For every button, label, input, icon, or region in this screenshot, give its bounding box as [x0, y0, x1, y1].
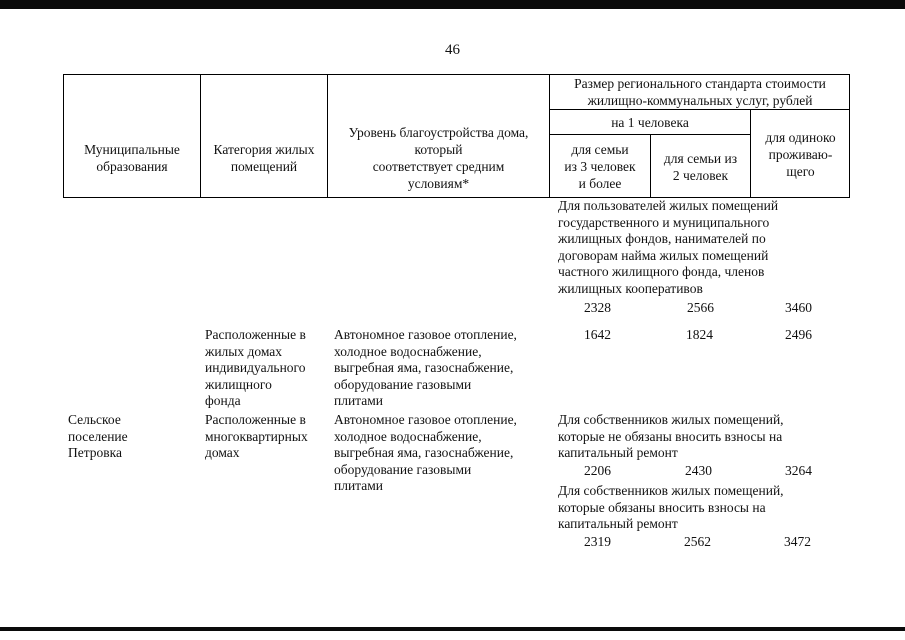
header-per-person: на 1 человека — [611, 114, 689, 130]
header-size-title: Размер регионального стандарта стоимости жилищно-коммунальных услуг, рублей — [574, 76, 826, 108]
owners-no-fee-value-family2: 2430 — [685, 463, 712, 478]
users-value-single: 3460 — [785, 300, 812, 315]
individual-level: Автономное газовое отопление, холодное водоснабжение, выгребная яма, газоснабжение, оборудование газовыми плитами — [334, 327, 517, 408]
owners-no-fee-value-family3: 2206 — [584, 463, 611, 478]
apartment-level: Автономное газовое отопление, холодное водоснабжение, выгребная яма, газоснабжение, оборудование газовыми плитами — [334, 412, 517, 493]
header-family3: для семьи из 3 человек и более — [564, 142, 636, 191]
header-level: Уровень благоустройства дома, который соответствует средним условиям* — [348, 124, 529, 191]
individual-category: Расположенные в жилых домах индивидуального жилищного фонда — [205, 327, 306, 408]
owners-no-fee-value-single: 3264 — [785, 463, 812, 478]
owners-no-fee-note: Для собственников жилых помещений, которые не обязаны вносить взносы на капитальный ремонт — [558, 412, 784, 460]
owners-fee-value-single: 3472 — [784, 534, 811, 549]
users-value-family3: 2328 — [584, 300, 611, 315]
page-number: 46 — [445, 42, 460, 58]
individual-value-family3: 1642 — [584, 327, 611, 342]
owners-fee-value-family2: 2562 — [684, 534, 711, 549]
individual-value-single: 2496 — [785, 327, 812, 342]
top-scan-border — [0, 0, 905, 9]
header-category: Категория жилых помещений — [213, 141, 315, 174]
bottom-scan-border — [0, 627, 905, 631]
users-note: Для пользователей жилых помещений государственного и муниципального жилищных фондов, нанимателей по договорам найма жилых помещений частного жилищного фонда, членов жилищных кооперативов — [558, 198, 779, 296]
header-family2: для семьи из 2 человек — [663, 150, 738, 183]
municipality-name: Сельское поселение Петровка — [68, 412, 128, 460]
individual-value-family2: 1824 — [686, 327, 713, 342]
users-value-family2: 2566 — [687, 300, 714, 315]
apartment-category: Расположенные в многоквартирных домах — [205, 412, 308, 460]
header-municipality: Муниципальные образования — [84, 141, 180, 174]
owners-fee-note: Для собственников жилых помещений, которые обязаны вносить взносы на капитальный ремонт — [558, 483, 784, 531]
owners-fee-value-family3: 2319 — [584, 534, 611, 549]
header-single: для одиноко проживаю- щего — [765, 129, 836, 179]
